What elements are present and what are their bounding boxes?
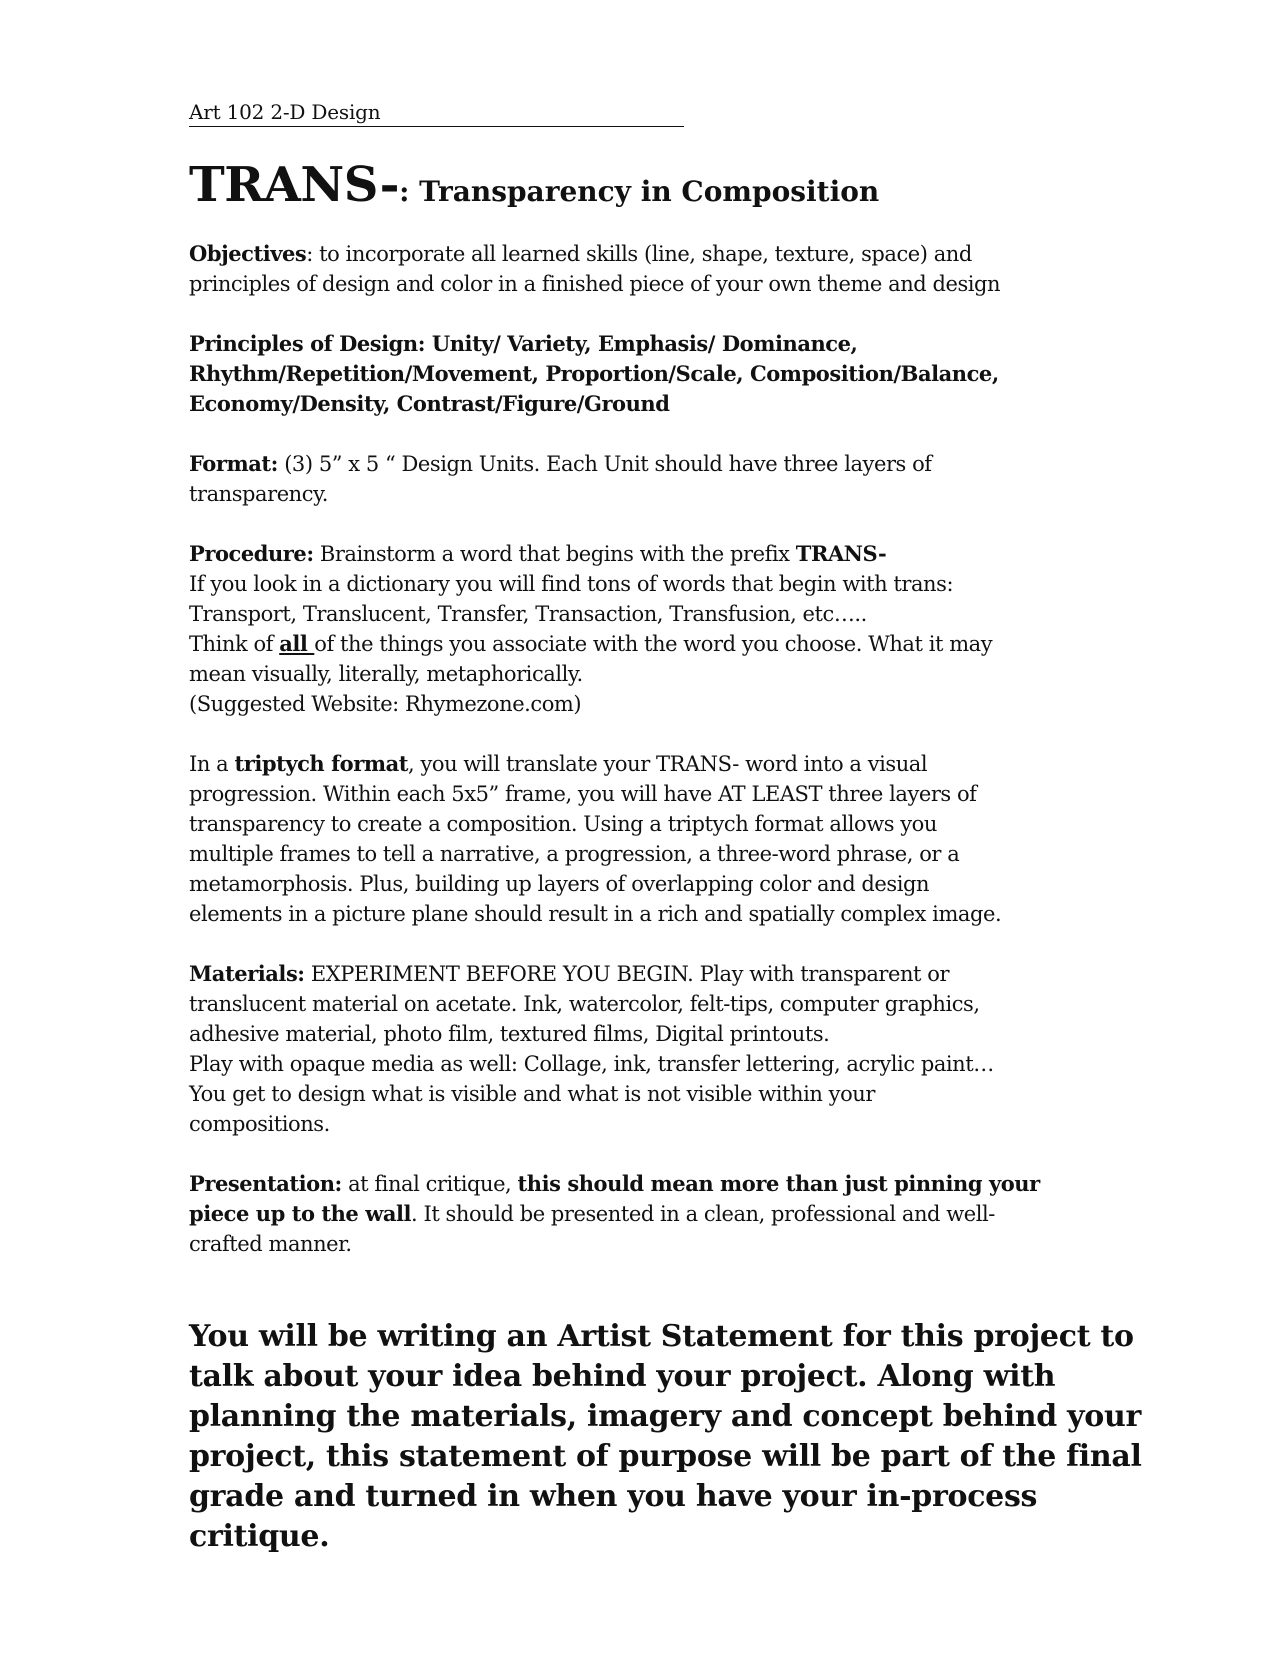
materials-text: translucent material on acetate. Ink, watercolor, felt-tips, computer graphics,: [189, 992, 980, 1016]
presentation-text: at final critique,: [341, 1172, 518, 1196]
format-text: transparency.: [189, 482, 328, 506]
procedure-text: Brainstorm a word that begins with the prefix: [313, 542, 796, 566]
statement-line: You will be writing an Artist Statement for this project to: [189, 1319, 1134, 1354]
procedure-text: Think of: [189, 632, 280, 656]
objectives-label: Objectives: [189, 241, 307, 266]
materials-text: adhesive material, photo film, textured films, Digital printouts.: [189, 1022, 830, 1046]
statement-line: talk about your idea behind your project. Along with: [189, 1359, 1056, 1394]
presentation-emphasis: piece up to the wall: [189, 1201, 412, 1226]
format-text: (3) 5” x 5 “ Design Units. Each Unit should have three layers of: [277, 452, 932, 476]
procedure-text: mean visually, literally, metaphorically.: [189, 662, 583, 686]
procedure-emphasis: all: [279, 631, 315, 656]
procedure-text: Transport, Translucent, Transfer, Transaction, Transfusion, etc…..: [189, 602, 867, 626]
statement-line: grade and turned in when you have your in-process: [189, 1479, 1038, 1514]
procedure-label: Procedure:: [189, 541, 314, 566]
procedure-text: If you look in a dictionary you will find tons of words that begin with trans:: [189, 572, 954, 596]
triptych-term: triptych format: [234, 751, 409, 776]
statement-line: project, this statement of purpose will be part of the final: [189, 1439, 1142, 1474]
materials-label: Materials:: [189, 961, 305, 986]
materials-text: Play with opaque media as well: Collage, ink, transfer lettering, acrylic paint…: [189, 1052, 994, 1076]
triptych-text: , you will translate your TRANS- word into a visual: [408, 752, 928, 776]
materials-text: You get to design what is visible and what is not visible within your: [189, 1082, 875, 1106]
procedure-text: of the things you associate with the word you choose. What it may: [314, 632, 993, 656]
objectives-text: principles of design and color in a finished piece of your own theme and design: [189, 272, 1001, 296]
course-header: Art 102 2-D Design: [189, 100, 684, 127]
materials-text: compositions.: [189, 1112, 330, 1136]
procedure-section: [189, 539, 1109, 719]
triptych-text: In a: [189, 752, 235, 776]
triptych-text: metamorphosis. Plus, building up layers of overlapping color and design: [189, 872, 930, 896]
presentation-text: crafted manner.: [189, 1232, 352, 1256]
materials-text: EXPERIMENT BEFORE YOU BEGIN. Play with transparent or: [304, 962, 950, 986]
principles-text: Principles of Design: Unity/ Variety, Emphasis/ Dominance,: [189, 331, 858, 356]
title-sub: : Transparency in Composition: [399, 175, 880, 208]
triptych-section: [189, 749, 1109, 929]
title-main: TRANS-: [189, 157, 400, 213]
presentation-label: Presentation:: [189, 1171, 342, 1196]
statement-line: critique.: [189, 1519, 330, 1554]
objectives-text: : to incorporate all learned skills (line, shape, texture, space) and: [306, 242, 972, 266]
principles-text: Economy/Density, Contrast/Figure/Ground: [189, 391, 670, 416]
presentation-text: . It should be presented in a clean, professional and well-: [411, 1202, 995, 1226]
principles-text: Rhythm/Repetition/Movement, Proportion/Scale, Composition/Balance,: [189, 361, 999, 386]
presentation-emphasis: this should mean more than just pinning your: [517, 1171, 1040, 1196]
format-section: [189, 449, 1109, 509]
triptych-text: elements in a picture plane should result in a rich and spatially complex image.: [189, 902, 1002, 926]
document-content: [189, 100, 1142, 1557]
materials-section: [189, 959, 1109, 1139]
procedure-text: (Suggested Website: Rhymezone.com): [189, 692, 582, 716]
objectives-section: [189, 239, 1109, 299]
artist-statement-notice: [189, 1317, 1142, 1557]
triptych-text: progression. Within each 5x5” frame, you will have AT LEAST three layers of: [189, 782, 977, 806]
procedure-prefix: TRANS-: [795, 541, 887, 566]
principles-section: [189, 329, 1109, 419]
statement-line: planning the materials, imagery and concept behind your: [189, 1399, 1141, 1434]
triptych-text: transparency to create a composition. Using a triptych format allows you: [189, 812, 937, 836]
page-title: [189, 157, 1109, 213]
format-label: Format:: [189, 451, 278, 476]
presentation-section: [189, 1169, 1109, 1259]
triptych-text: multiple frames to tell a narrative, a progression, a three-word phrase, or a: [189, 842, 960, 866]
